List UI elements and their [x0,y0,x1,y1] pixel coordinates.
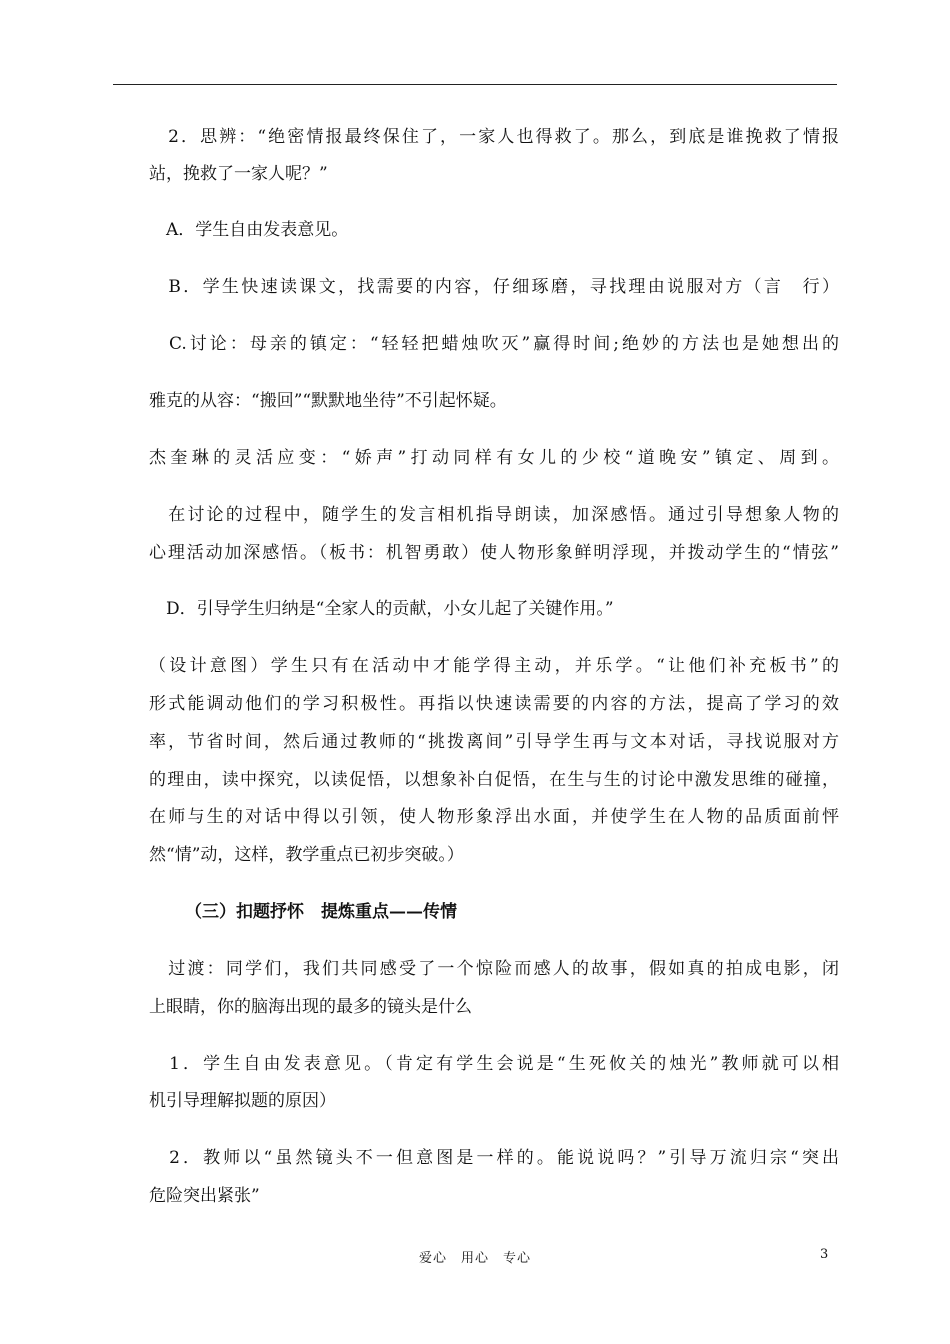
paragraph-line: 2．教师以“虽然镜头不一但意图是一样的。能说说吗？”引导万流归宗“突出 [149,1148,839,1168]
header-rule [113,84,837,85]
paragraph-line: B．学生快速读课文，找需要的内容，仔细琢磨，寻找理由说服对方（言 行） [149,277,839,297]
page-number: 3 [820,1247,829,1262]
paragraph-line: 在师与生的对话中得以引领，使人物形象浮出水面，并使学生在人物的品质面前怦 [149,807,839,827]
paragraph-line: D．引导学生归纳是“全家人的贡献，小女儿起了关键作用。” [149,599,614,619]
paragraph-line: 心理活动加深感悟。（板书：机智勇敢）使人物形象鲜明浮现，并拨动学生的“情弦” [149,543,839,563]
paragraph-line: 2．思辨：“绝密情报最终保住了，一家人也得救了。那么，到底是谁挽救了情报 [149,127,839,147]
paragraph-line: 过渡：同学们，我们共同感受了一个惊险而感人的故事，假如真的拍成电影，闭 [149,959,839,979]
section-heading: （三）扣题抒怀 提炼重点——传情 [185,902,457,922]
paragraph-line: 然“情”动，这样，教学重点已初步突破。） [149,845,464,865]
paragraph-line: 雅克的从容：“搬回”“默默地坐待”不引起怀疑。 [149,391,507,411]
footer-slogan: 爱心 用心 专心 [418,1251,531,1266]
paragraph-line: 形式能调动他们的学习积极性。再指以快速读需要的内容的方法，提高了学习的效 [149,694,839,714]
paragraph-line: 站，挽救了一家人呢？” [149,164,328,184]
paragraph-line: 机引导理解拟题的原因） [149,1091,336,1111]
paragraph-line: 在讨论的过程中，随学生的发言相机指导朗读，加深感悟。通过引导想象人物的 [149,505,839,525]
paragraph-line: C.讨论：母亲的镇定：“轻轻把蜡烛吹灭”赢得时间;绝妙的方法也是她想出的 [149,334,839,354]
paragraph-line: （设计意图）学生只有在活动中才能学得主动，并乐学。“让他们补充板书”的 [149,656,839,676]
paragraph-line: 率，节省时间，然后通过教师的“挑拨离间”引导学生再与文本对话，寻找说服对方 [149,732,839,752]
paragraph-line: A．学生自由发表意见。 [149,220,349,240]
paragraph-line: 上眼睛，你的脑海出现的最多的镜头是什么 [149,997,472,1017]
paragraph-line: 杰奎琳的灵活应变：“娇声”打动同样有女儿的少校“道晚安”镇定、周到。 [149,448,839,468]
paragraph-line: 危险突出紧张” [149,1186,260,1206]
paragraph-line: 的理由，读中探究，以读促悟，以想象补白促悟，在生与生的讨论中激发思维的碰撞， [149,770,839,790]
paragraph-line: 1．学生自由发表意见。（肯定有学生会说是“生死攸关的烛光”教师就可以相 [149,1054,839,1074]
